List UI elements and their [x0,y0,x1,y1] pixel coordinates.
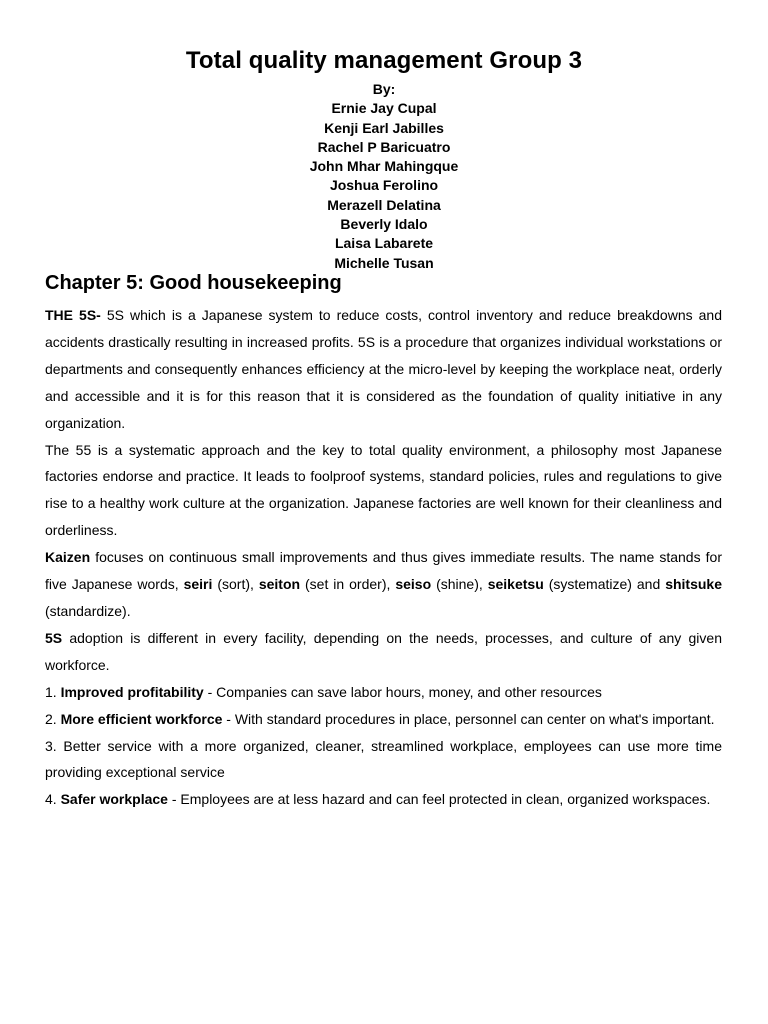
author-name: Beverly Idalo [340,216,428,233]
term-kaizen: Kaizen [45,549,91,566]
bold-lead: 5S [45,629,63,646]
body-text [45,302,722,813]
by-label: By: [372,81,396,97]
paragraph-5s-intro [45,302,722,437]
list-number: 4. [45,791,61,808]
list-number: 3. [45,737,64,754]
document-title: Total quality management Group 3 [185,47,583,74]
author-name: Rachel P Baricuatro [317,138,451,155]
author-name: Michelle Tusan [334,254,434,271]
term-seiketsu: seiketsu [487,576,544,593]
author-name: Merazell Delatina [327,196,441,213]
bold-lead: THE 5S- [45,307,101,323]
list-item-text: Better service with a more organized, cleaner, streamlined workplace, employees can use more time providing exceptional service [45,737,722,781]
list-item-title: Safer workplace [60,791,168,808]
author-name: Joshua Ferolino [329,177,439,194]
paragraph-text: 5S which is a Japanese system to reduce costs, control inventory and reduce breakdowns and accidents drastically resulting in increased profits. 5S is a procedure that organizes individual workstations or departments and consequently enhances efficiency at the micro-level by keeping the workplace neat, orderly and accessible and it is for this reason that it is considered as the foundation of quality initiative in any organization. [45,307,722,431]
list-item-title: More efficient workforce [60,710,223,727]
paragraph-text: (shine), [431,576,488,593]
list-number: 1. [45,683,61,700]
paragraph-text: (set in order), [300,576,396,593]
term-shitsuke: shitsuke [665,576,723,593]
author-name: Laisa Labarete [334,235,434,252]
term-seiso: seiso [395,576,432,593]
author-name: John Mhar Mahingque [309,158,459,175]
paragraph-text: adoption is different in every facility, depending on the needs, processes, and culture of any given workforce. [45,629,722,673]
paragraph-55-approach [45,437,722,545]
term-seiton: seiton [258,576,301,593]
paragraph-text: (sort), [212,576,259,593]
paragraph-text: focuses on continuous small improvements and thus gives immediate results. The name stands for five Japanese words, [45,549,722,593]
list-item-text: - With standard procedures in place, personnel can center on what's important. [222,710,715,727]
list-item [45,679,722,706]
chapter-heading: Chapter 5: Good housekeeping [45,272,342,294]
paragraph-5s-adoption [45,625,722,679]
list-item [45,733,722,787]
paragraph-kaizen [45,544,722,625]
author-name: Ernie Jay Cupal [331,100,437,117]
paragraph-text: (standardize). [45,602,131,619]
list-item [45,706,722,733]
term-seiri: seiri [183,576,213,593]
title-block [0,46,768,273]
list-item-text: - Employees are at less hazard and can feel protected in clean, organized workspaces. [167,791,711,808]
list-item-text: - Companies can save labor hours, money, and other resources [203,683,602,700]
list-item [45,786,722,813]
list-number: 2. [45,710,61,727]
author-name: Kenji Earl Jabilles [324,119,444,136]
paragraph-text: The 55 is a systematic approach and the key to total quality environment, a philosophy most Japanese factories endorse and practice. It leads to foolproof systems, standard policies, rules and regulations to give rise to a healthy work culture at the organization. Japanese factories are well known for their cleanliness and orderliness. [45,441,722,539]
paragraph-text: (systematize) and [543,576,666,593]
list-item-title: Improved profitability [60,683,204,700]
